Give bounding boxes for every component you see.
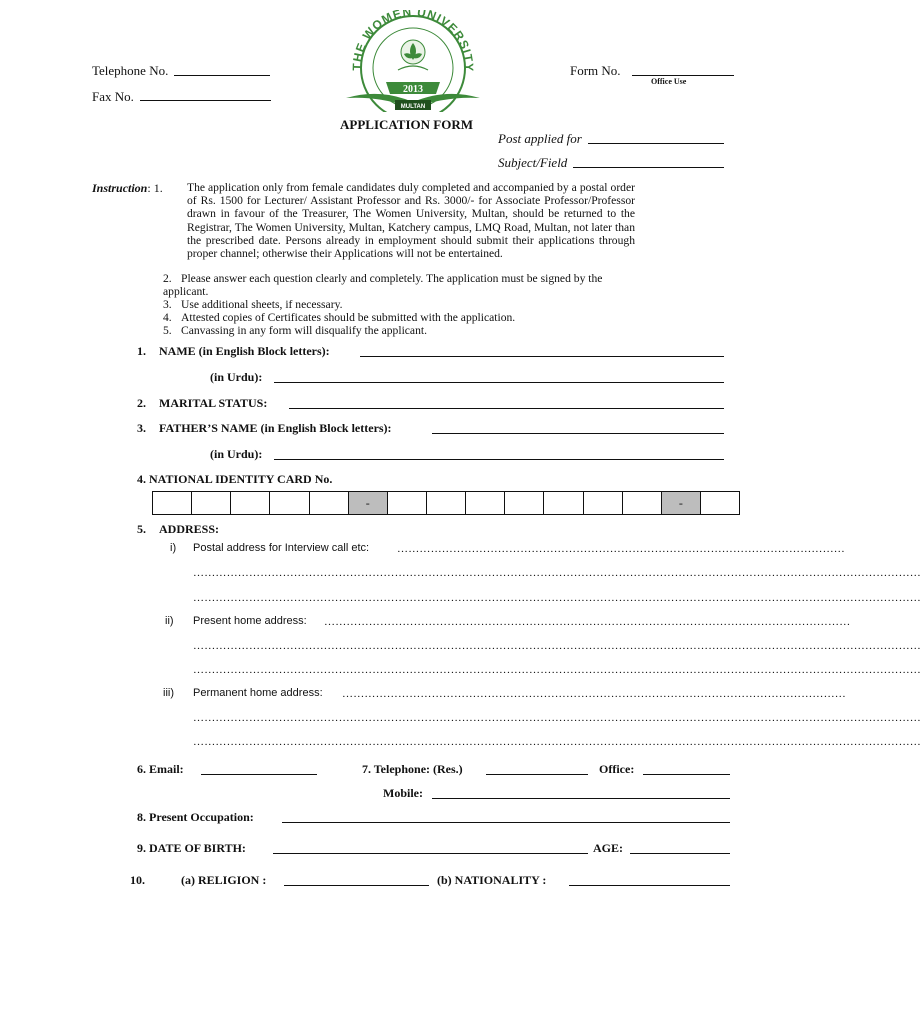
- name-label: NAME (in English Block letters):: [159, 344, 330, 358]
- university-logo: [340, 10, 486, 112]
- permanent-address-field-2[interactable]: ……………………………………………………………………………………………………………………………………………………………………………: [193, 712, 921, 724]
- instruction-label: Instruction: 1.: [92, 181, 163, 195]
- page-title: APPLICATION FORM: [340, 117, 474, 132]
- religion-field[interactable]: [284, 885, 429, 886]
- email-field[interactable]: [201, 774, 317, 775]
- postal-address-number: i): [170, 542, 177, 554]
- form-no-field[interactable]: [632, 75, 734, 76]
- father-name-field[interactable]: [432, 433, 724, 434]
- fax-label: Fax No.: [92, 89, 134, 104]
- age-label: AGE:: [593, 841, 623, 855]
- permanent-address-label: Permanent home address:: [193, 687, 323, 699]
- nic-digit-cell[interactable]: [310, 492, 349, 514]
- nic-digit-cell[interactable]: [192, 492, 231, 514]
- permanent-address-field-1[interactable]: ………………………………………………………………………………………………………………………: [342, 688, 846, 700]
- office-use-note: Office Use: [651, 77, 687, 86]
- nic-separator-cell: -: [349, 492, 388, 514]
- father-name-label: FATHER’S NAME (in English Block letters):: [159, 421, 392, 435]
- instruction-item-4: 4. Attested copies of Certificates should be submitted with the application.: [163, 311, 516, 324]
- present-address-field-1[interactable]: ……………………………………………………………………………………………………………………………: [324, 616, 851, 628]
- mobile-label: Mobile:: [383, 786, 423, 800]
- nic-digit-cell[interactable]: [623, 492, 662, 514]
- nationality-label: (b) NATIONALITY :: [437, 873, 547, 887]
- nationality-field[interactable]: [569, 885, 730, 886]
- instruction-item-1: The application only from female candidates duly completed and accompanied by a postal order of Rs. 1500 for Lecturer/ Assistant Professor and Rs. 3000/- for Associate Professor/Professor drawn in favour of the Treasurer, The Women University, Multan, should be returned to the Registrar, The Women University, Multan, Katchery campus, LMQ Road, Multan, not later than the prescribed date. Persons already in employment should submit their applications through proper channel; otherwise their Applications will not be entertained.: [187, 181, 635, 261]
- permanent-address-number: iii): [163, 687, 174, 699]
- name-urdu-field[interactable]: [274, 382, 724, 383]
- post-applied-label: Post applied for: [498, 131, 582, 146]
- dob-field[interactable]: [273, 853, 588, 854]
- post-applied-field[interactable]: [588, 143, 724, 144]
- logo-arc-text: THE WOMEN UNIVERSITY: [349, 10, 477, 73]
- address-number: 5.: [137, 522, 146, 536]
- telephone-res-field[interactable]: [486, 774, 588, 775]
- office-phone-field[interactable]: [643, 774, 730, 775]
- telephone-field[interactable]: [174, 75, 270, 76]
- marital-status-label: MARITAL STATUS:: [159, 396, 268, 410]
- nic-digit-cell[interactable]: [701, 492, 739, 514]
- age-field[interactable]: [630, 853, 730, 854]
- postal-address-label: Postal address for Interview call etc:: [193, 542, 370, 554]
- present-address-field-2[interactable]: ……………………………………………………………………………………………………………………………………………………………………………: [193, 640, 921, 652]
- nic-digit-cell[interactable]: [231, 492, 270, 514]
- nic-label: 4. NATIONAL IDENTITY CARD No.: [137, 472, 333, 486]
- name-urdu-label: (in Urdu):: [210, 370, 263, 384]
- address-label: ADDRESS:: [159, 522, 220, 536]
- instruction-item-3: 3. Use additional sheets, if necessary.: [163, 298, 343, 311]
- nic-separator-cell: -: [662, 492, 701, 514]
- instruction-item-5: 5. Canvassing in any form will disqualify the applicant.: [163, 324, 427, 337]
- father-number: 3.: [137, 421, 146, 435]
- postal-address-field-1[interactable]: …………………………………………………………………………………………………………: [397, 543, 845, 555]
- name-number: 1.: [137, 344, 146, 358]
- instruction-item-2: 2. Please answer each question clearly and completely. The application must be signed by the applicant.: [163, 272, 603, 299]
- father-urdu-label: (in Urdu):: [210, 447, 263, 461]
- name-english-field[interactable]: [360, 356, 724, 357]
- father-urdu-field[interactable]: [274, 459, 724, 460]
- nic-digit-cell[interactable]: [544, 492, 583, 514]
- logo-city: MULTAN: [400, 104, 426, 110]
- nic-digit-cell[interactable]: [505, 492, 544, 514]
- email-label: 6. Email:: [137, 762, 184, 776]
- logo-year: 2013: [403, 84, 423, 95]
- subject-field-field[interactable]: [573, 167, 724, 168]
- nic-digit-cell[interactable]: [584, 492, 623, 514]
- permanent-address-field-3[interactable]: ……………………………………………………………………………………………………………………………………………………………………………: [193, 736, 921, 748]
- present-address-number: ii): [165, 615, 174, 627]
- occupation-label: 8. Present Occupation:: [137, 810, 254, 824]
- dob-label: 9. DATE OF BIRTH:: [137, 841, 246, 855]
- marital-status-field[interactable]: [289, 408, 724, 409]
- present-address-label: Present home address:: [193, 615, 307, 627]
- occupation-field[interactable]: [282, 822, 730, 823]
- subject-field-label: Subject/Field: [498, 155, 568, 170]
- nic-digit-cell[interactable]: [466, 492, 505, 514]
- religion-label: (a) RELIGION :: [181, 873, 267, 887]
- form-no-label: Form No.: [570, 63, 621, 78]
- item-10-number: 10.: [130, 873, 145, 887]
- mobile-field[interactable]: [432, 798, 730, 799]
- nic-boxes: [152, 491, 740, 515]
- telephone-label: Telephone No.: [92, 63, 169, 78]
- telephone-res-label: 7. Telephone: (Res.): [362, 762, 463, 776]
- nic-digit-cell[interactable]: [270, 492, 309, 514]
- nic-digit-cell[interactable]: [153, 492, 192, 514]
- nic-digit-cell[interactable]: [427, 492, 466, 514]
- postal-address-field-2[interactable]: ……………………………………………………………………………………………………………………………………………………………………………: [193, 567, 921, 579]
- nic-digit-cell[interactable]: [388, 492, 427, 514]
- marital-number: 2.: [137, 396, 146, 410]
- postal-address-field-3[interactable]: ……………………………………………………………………………………………………………………………………………………………………………: [193, 592, 921, 604]
- office-phone-label: Office:: [599, 762, 635, 776]
- present-address-field-3[interactable]: ……………………………………………………………………………………………………………………………………………………………………………: [193, 664, 921, 676]
- fax-field[interactable]: [140, 100, 271, 101]
